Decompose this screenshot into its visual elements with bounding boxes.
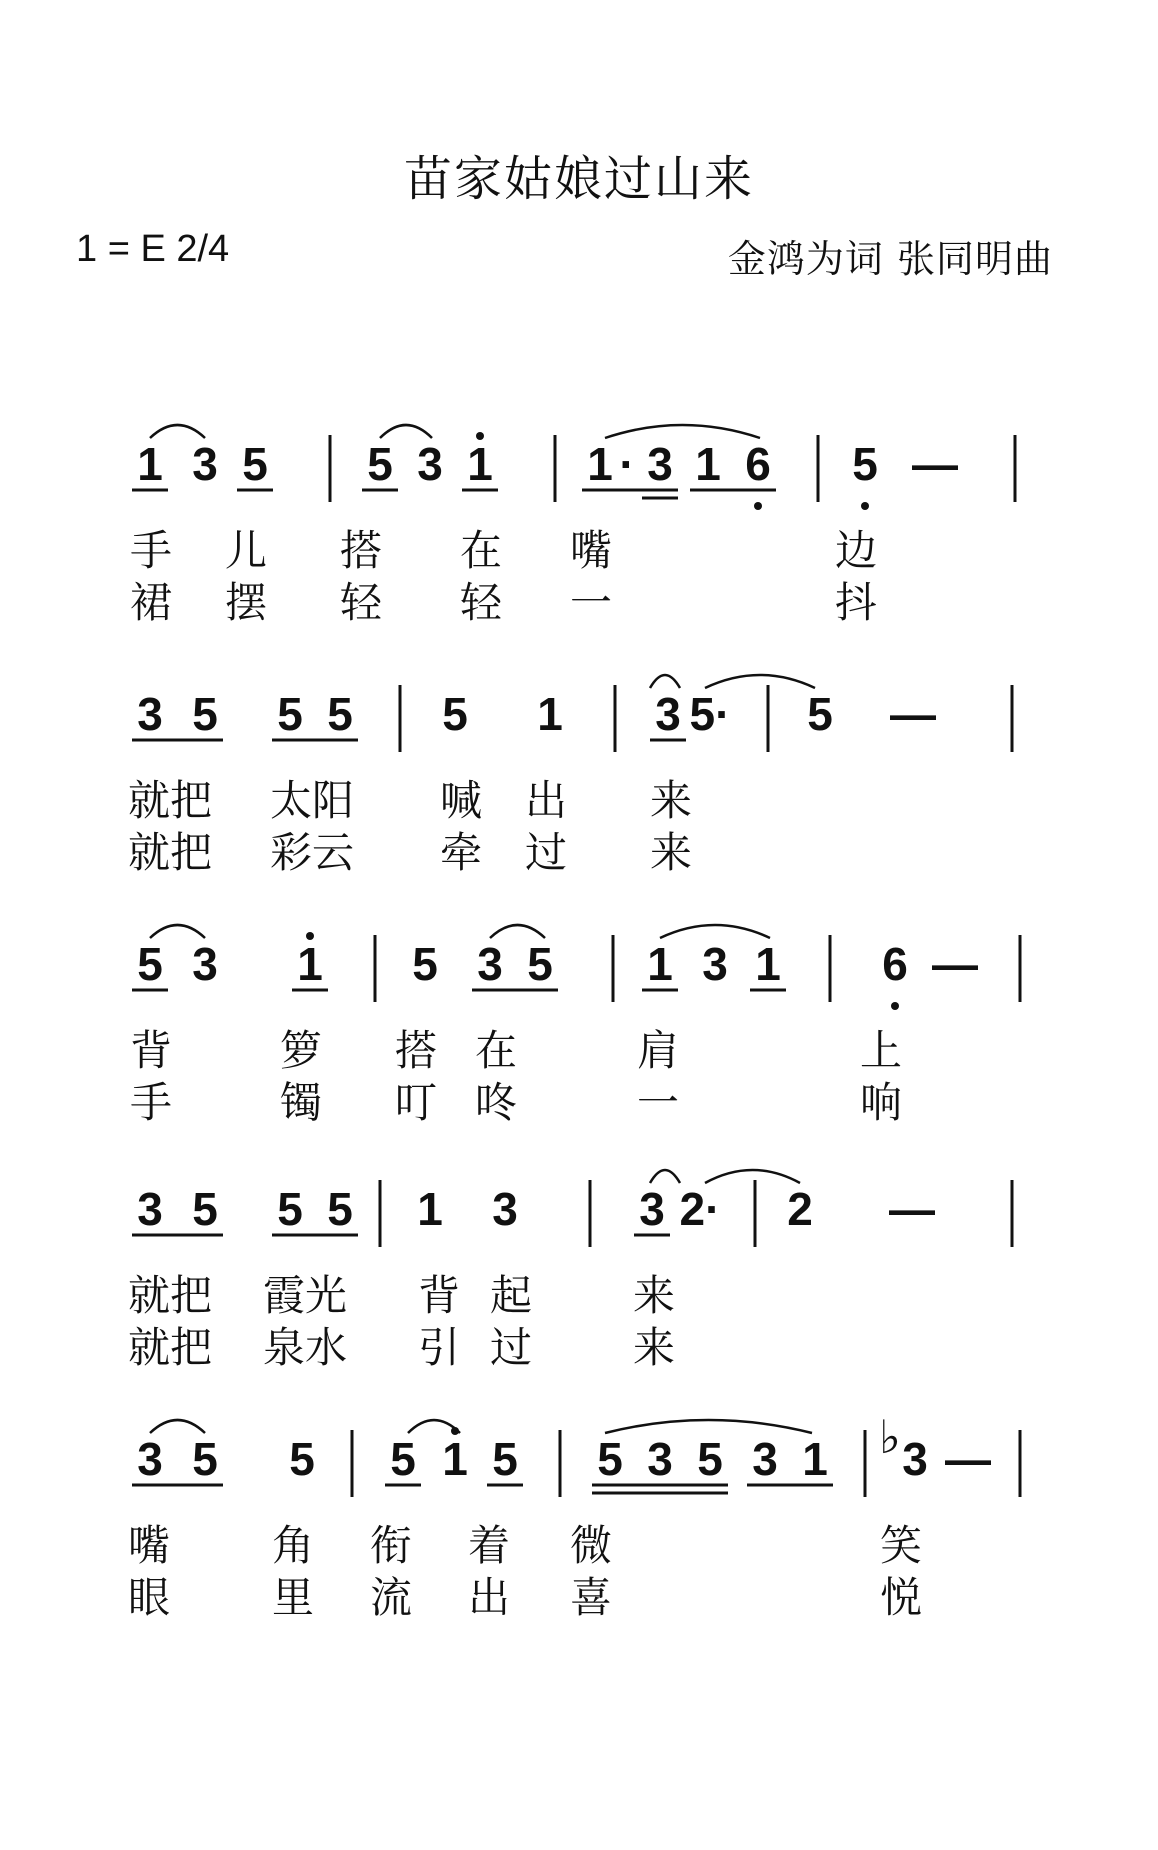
note: 5 bbox=[412, 938, 438, 990]
note: 3 bbox=[137, 1433, 163, 1485]
slur bbox=[605, 1420, 812, 1433]
note: 1 bbox=[755, 938, 781, 990]
lyric-2: 喜 bbox=[570, 1574, 613, 1621]
note: 1 bbox=[537, 688, 563, 740]
note: 5 bbox=[327, 688, 353, 740]
lyric-2: 叮 bbox=[395, 1079, 438, 1126]
lyric-2: 来 bbox=[633, 1324, 676, 1371]
note: 6 bbox=[882, 938, 908, 990]
lyric-1: 喊 bbox=[440, 777, 483, 824]
note: 3 bbox=[192, 938, 218, 990]
lyric-1: 太阳 bbox=[270, 777, 355, 824]
lyric-2: 一 bbox=[570, 579, 613, 626]
lyric-2: 抖 bbox=[835, 579, 878, 626]
lyric-2: 牵 bbox=[440, 829, 483, 876]
lyric-2: 轻 bbox=[460, 579, 503, 626]
note-high: 1 bbox=[467, 438, 493, 490]
sustain-dash: — bbox=[890, 688, 936, 740]
slur bbox=[150, 925, 205, 938]
lyric-2: 响 bbox=[860, 1079, 903, 1126]
lyric-1: 上 bbox=[860, 1027, 903, 1074]
note: 5 bbox=[192, 688, 218, 740]
note: 1 bbox=[647, 938, 673, 990]
lyric-1: 就把 bbox=[128, 1272, 213, 1319]
note: 3 bbox=[655, 688, 681, 740]
lyric-2: 眼 bbox=[128, 1574, 171, 1621]
note: 5 bbox=[390, 1433, 416, 1485]
lyric-1: 着 bbox=[468, 1522, 511, 1569]
lyric-2: 就把 bbox=[128, 1324, 213, 1371]
octave-dot-low bbox=[754, 502, 762, 510]
note: 5 bbox=[852, 438, 878, 490]
note: 3 bbox=[639, 1183, 665, 1235]
note: 5· bbox=[689, 688, 731, 740]
lyric-1: 边 bbox=[835, 527, 878, 574]
note: 3 bbox=[477, 938, 503, 990]
slur bbox=[660, 925, 770, 938]
note: 5 bbox=[289, 1433, 315, 1485]
sustain-dash: — bbox=[912, 438, 958, 490]
note: 1 bbox=[417, 1183, 443, 1235]
note: 5 bbox=[367, 438, 393, 490]
note: 3 bbox=[752, 1433, 778, 1485]
lyric-1: 嘴 bbox=[570, 527, 613, 574]
note: 5 bbox=[597, 1433, 623, 1485]
lyric-2: 出 bbox=[468, 1574, 511, 1621]
lyric-2: 咚 bbox=[475, 1079, 518, 1126]
note: 2· bbox=[679, 1183, 721, 1235]
lyric-1: 来 bbox=[650, 777, 693, 824]
slur bbox=[150, 425, 205, 438]
note: 3 bbox=[417, 438, 443, 490]
lyric-2: 手 bbox=[130, 1079, 173, 1126]
slur bbox=[650, 675, 680, 688]
lyric-1: 在 bbox=[475, 1027, 518, 1074]
note: 1 bbox=[587, 438, 613, 490]
lyric-2: 悦 bbox=[880, 1574, 923, 1621]
note: 1 bbox=[695, 438, 721, 490]
lyric-2: 就把 bbox=[128, 829, 213, 876]
lyric-2: 过 bbox=[525, 829, 568, 876]
lyric-1: 起 bbox=[490, 1272, 533, 1319]
note: 5 bbox=[697, 1433, 723, 1485]
note: 3 bbox=[647, 438, 673, 490]
lyric-1: 嘴 bbox=[128, 1522, 171, 1569]
slur bbox=[380, 425, 432, 438]
lyric-2: 引 bbox=[418, 1324, 461, 1371]
lyric-1: 肩 bbox=[637, 1027, 680, 1074]
lyric-2: 轻 bbox=[340, 579, 383, 626]
sustain-dash: — bbox=[945, 1433, 991, 1485]
lyric-2: 彩云 bbox=[270, 829, 355, 876]
note: · bbox=[619, 438, 635, 490]
sustain-dash: — bbox=[932, 938, 978, 990]
octave-dot-low bbox=[861, 502, 869, 510]
note: 5 bbox=[492, 1433, 518, 1485]
lyric-2: 镯 bbox=[280, 1079, 323, 1126]
song-title: 苗家姑娘过山来 bbox=[403, 151, 754, 207]
lyric-1: 在 bbox=[460, 527, 503, 574]
note: 3 bbox=[702, 938, 728, 990]
note: 3 bbox=[902, 1433, 928, 1485]
lyric-1: 衔 bbox=[370, 1522, 413, 1569]
lyric-1: 角 bbox=[272, 1522, 315, 1569]
note: 6 bbox=[745, 438, 771, 490]
note: 3 bbox=[192, 438, 218, 490]
note: 3 bbox=[137, 688, 163, 740]
credits: 金鸿为词 张同明曲 bbox=[727, 237, 1053, 281]
lyric-2: 一 bbox=[637, 1079, 680, 1126]
lyric-2: 来 bbox=[650, 829, 693, 876]
lyric-2: 流 bbox=[370, 1574, 413, 1621]
note-high: 1 bbox=[297, 938, 323, 990]
lyric-1: 背 bbox=[418, 1272, 461, 1319]
lyric-1: 就把 bbox=[128, 777, 213, 824]
note: 5 bbox=[327, 1183, 353, 1235]
slur bbox=[705, 1170, 800, 1183]
note: 3 bbox=[137, 1183, 163, 1235]
lyric-1: 搭 bbox=[340, 527, 383, 574]
lyric-1: 笑 bbox=[880, 1522, 923, 1569]
lyric-2: 里 bbox=[272, 1574, 315, 1621]
note: 5 bbox=[442, 688, 468, 740]
slur bbox=[605, 425, 760, 438]
octave-dot-low bbox=[891, 1002, 899, 1010]
lyric-1: 手 bbox=[130, 527, 173, 574]
note: 5 bbox=[807, 688, 833, 740]
lyric-1: 箩 bbox=[280, 1027, 323, 1074]
slur bbox=[650, 1170, 680, 1183]
note: 5 bbox=[242, 438, 268, 490]
note: 1 bbox=[802, 1433, 828, 1485]
note: 3 bbox=[492, 1183, 518, 1235]
note: 5 bbox=[192, 1183, 218, 1235]
note: 2 bbox=[787, 1183, 813, 1235]
lyric-2: 摆 bbox=[225, 579, 268, 626]
note: 5 bbox=[277, 688, 303, 740]
lyric-1: 背 bbox=[130, 1027, 173, 1074]
note: 5 bbox=[137, 938, 163, 990]
slur bbox=[705, 675, 815, 688]
lyric-2: 泉水 bbox=[263, 1324, 348, 1371]
lyric-1: 出 bbox=[525, 777, 568, 824]
slur bbox=[490, 925, 545, 938]
sustain-dash: — bbox=[889, 1183, 935, 1235]
note-high: 1 bbox=[442, 1433, 468, 1485]
note: 1 bbox=[137, 438, 163, 490]
lyric-1: 搭 bbox=[395, 1027, 438, 1074]
slur bbox=[150, 1420, 205, 1433]
flat-sign: ♭ bbox=[879, 1411, 901, 1463]
note: 5 bbox=[527, 938, 553, 990]
lyric-1: 微 bbox=[570, 1522, 613, 1569]
lyric-2: 裙 bbox=[130, 579, 173, 626]
lyric-2: 过 bbox=[490, 1324, 533, 1371]
lyric-1: 儿 bbox=[225, 527, 268, 574]
lyric-1: 来 bbox=[633, 1272, 676, 1319]
lyric-1: 霞光 bbox=[263, 1272, 348, 1319]
note: 3 bbox=[647, 1433, 673, 1485]
note: 5 bbox=[277, 1183, 303, 1235]
key-signature: 1 = E 2/4 bbox=[76, 228, 230, 270]
note: 5 bbox=[192, 1433, 218, 1485]
